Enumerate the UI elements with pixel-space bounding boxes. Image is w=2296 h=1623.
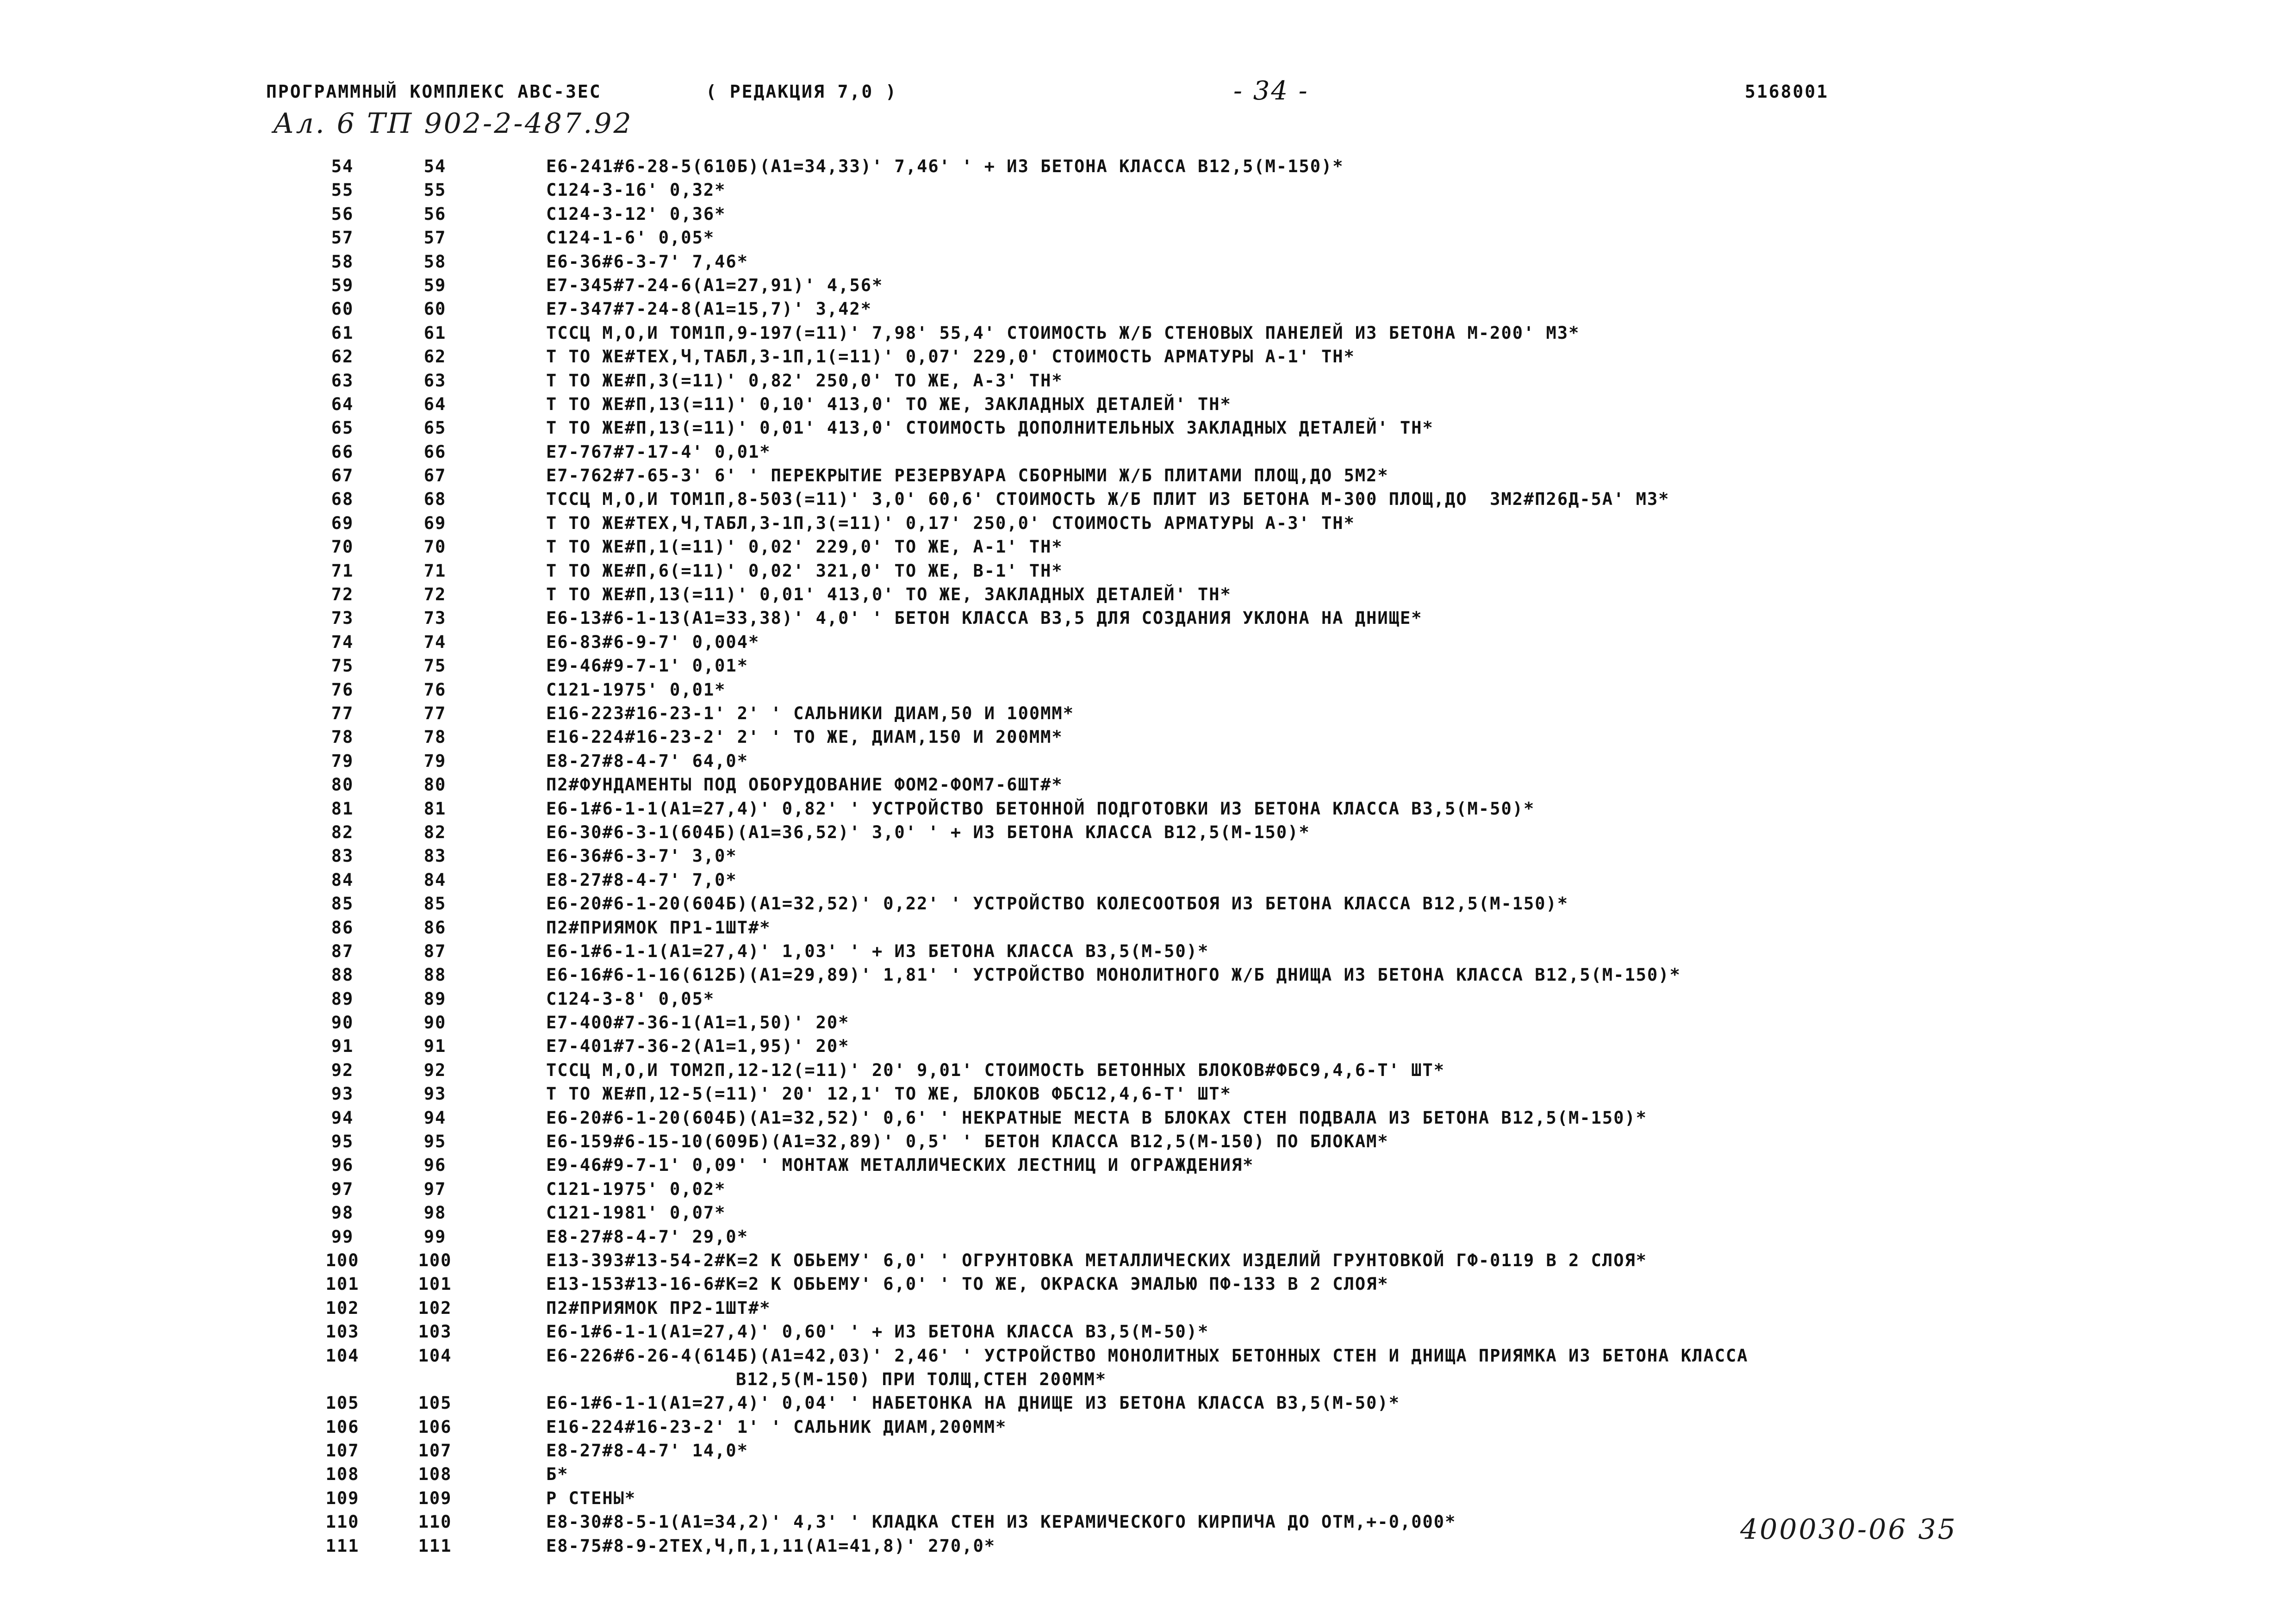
statement-number: 84 [423,870,447,890]
listing-line [0,702,2296,725]
handwritten-reference: Ал. 6 ТП 902-2-487.92 [273,107,633,140]
statement-text: П2#ПРИЯМОК ПР1-1ШТ#* [546,917,771,938]
statement-text: Е6-13#6-1-13(А1=33,38)' 4,0' ' БЕТОН КЛАССА В3,5 ДЛЯ СОЗДАНИЯ УКЛОНА НА ДНИЩЕ* [546,608,1423,628]
statement-text: Е6-226#6-26-4(614Б)(А1=42,03)' 2,46' ' УСТРОЙСТВО МОНОЛИТНЫХ БЕТОННЫХ СТЕН И ДНИЩА ПРИЯМКА ИЗ БЕТОНА КЛАССА [546,1345,1748,1366]
listing-line [0,464,2296,487]
page-number: - 34 - [1233,76,1309,106]
listing-line [0,987,2296,1011]
statement-text: Е6-159#6-15-10(609Б)(А1=32,89)' 0,5' ' БЕТОН КЛАССА В12,5(М-150) ПО БЛОКАМ* [546,1132,1389,1152]
statement-number: 64 [423,394,447,414]
listing-line [0,1034,2296,1058]
statement-text: Е8-27#8-4-7' 14,0* [546,1441,748,1461]
line-number: 111 [325,1536,360,1556]
listing-line [0,821,2296,844]
listing-line [0,369,2296,392]
listing-line [0,392,2296,416]
statement-text: Е7-767#7-17-4' 0,01* [546,442,771,462]
line-number: 88 [331,965,354,985]
statement-text: Е13-153#13-16-6#К=2 К ОБЬЕМУ' 6,0' ' ТО ЖЕ, ОКРАСКА ЭМАЛЬЮ ПФ-133 В 2 СЛОЯ* [546,1274,1389,1294]
listing-line [0,321,2296,345]
statement-text: Р СТЕНЫ* [546,1488,636,1508]
statement-number: 55 [423,180,447,200]
listing-line [0,535,2296,559]
statement-number: 101 [418,1274,452,1294]
listing-line [0,963,2296,987]
line-number: 72 [331,585,354,605]
listing-line [0,226,2296,249]
statement-text: П2#ФУНДАМЕНТЫ ПОД ОБОРУДОВАНИЕ ФОМ2-ФОМ7-6ШТ#* [546,775,1063,795]
statement-text: Е9-46#9-7-1' 0,01* [546,656,748,676]
listing-line [0,1106,2296,1130]
listing-line [0,297,2296,321]
listing-line [0,416,2296,440]
statement-number: 68 [423,489,447,510]
statement-number: 97 [423,1179,447,1199]
line-number: 78 [331,727,354,747]
line-number: 99 [331,1226,354,1247]
listing-line [0,939,2296,963]
statement-text: ТССЦ М,О,И ТОМ1П,8-503(=11)' 3,0' 60,6' СТОИМОСТЬ Ж/Б ПЛИТ ИЗ БЕТОНА М-300 ПЛОЩ,ДО 3М2#П26Д-5А' М3* [546,489,1670,510]
line-number: 102 [325,1298,360,1318]
document-number: 5168001 [1745,81,1829,102]
statement-number: 80 [423,775,447,795]
listing-line [0,1130,2296,1153]
listing-line [0,773,2296,796]
line-number: 97 [331,1179,354,1199]
statement-text: Е8-27#8-4-7' 29,0* [546,1226,748,1247]
statement-number: 99 [423,1226,447,1247]
statement-number: 79 [423,751,447,771]
statement-number: 95 [423,1132,447,1152]
listing-line [0,1486,2296,1510]
listing-line [0,1058,2296,1082]
statement-number: 77 [423,703,447,723]
line-number: 89 [331,989,354,1009]
statement-number: 92 [423,1060,447,1080]
line-number: 67 [331,466,354,486]
listing-line [0,559,2296,583]
statement-text: Е6-83#6-9-7' 0,004* [546,632,760,652]
listing-line [0,1320,2296,1343]
listing-line [0,630,2296,654]
line-number: 76 [331,679,354,700]
line-number: 87 [331,941,354,961]
listing-line [0,868,2296,892]
line-number: 108 [325,1464,360,1485]
listing-line [0,1296,2296,1320]
statement-number: 87 [423,941,447,961]
line-number: 82 [331,822,354,842]
listing-line [0,606,2296,630]
listing-line [0,202,2296,226]
statement-text: С124-3-12' 0,36* [546,204,726,224]
statement-text: С124-3-16' 0,32* [546,180,726,200]
program-listing [0,155,2296,1558]
line-number: 93 [331,1084,354,1104]
line-number: 79 [331,751,354,771]
statement-number: 56 [423,204,447,224]
listing-line [0,749,2296,773]
statement-text: Е16-223#16-23-1' 2' ' САЛЬНИКИ ДИАМ,50 И 100ММ* [546,703,1074,723]
statement-number: 94 [423,1107,447,1128]
line-number: 105 [325,1393,360,1413]
listing-line [0,1201,2296,1225]
statement-number: 76 [423,679,447,700]
statement-text: В12,5(М-150) ПРИ ТОЛЩ,СТЕН 200ММ* [736,1369,1107,1389]
statement-number: 81 [423,798,447,819]
listing-line [0,654,2296,678]
statement-text: Т ТО ЖЕ#П,6(=11)' 0,02' 321,0' ТО ЖЕ, В-1' ТН* [546,560,1063,581]
listing-line [0,1344,2296,1368]
listing-line [0,274,2296,297]
statement-number: 66 [423,442,447,462]
listing-line [0,345,2296,368]
statement-text: Е6-241#6-28-5(610Б)(А1=34,33)' 7,46' ' + ИЗ БЕТОНА КЛАССА В12,5(М-150)* [546,156,1344,176]
statement-text: Е7-345#7-24-6(А1=27,91)' 4,56* [546,275,884,295]
statement-number: 105 [418,1393,452,1413]
statement-number: 107 [418,1441,452,1461]
statement-number: 71 [423,560,447,581]
line-number: 57 [331,228,354,248]
listing-line [0,797,2296,821]
line-number: 56 [331,204,354,224]
statement-number: 74 [423,632,447,652]
statement-text: ТССЦ М,О,И ТОМ2П,12-12(=11)' 20' 9,01' СТОИМОСТЬ БЕТОННЫХ БЛОКОВ#ФБС9,4,6-Т' ШТ* [546,1060,1445,1080]
program-title: ПРОГРАММНЫЙ КОМПЛЕКС АВС-3ЕС [266,81,602,102]
statement-number: 102 [418,1298,452,1318]
statement-text: Е7-762#7-65-3' 6' ' ПЕРЕКРЫТИЕ РЕЗЕРВУАРА СБОРНЫМИ Ж/Б ПЛИТАМИ ПЛОЩ,ДО 5М2* [546,466,1389,486]
listing-line [0,440,2296,464]
line-number: 109 [325,1488,360,1508]
statement-number: 70 [423,537,447,557]
listing-line [0,487,2296,511]
listing-continuation-line [0,1368,2296,1391]
line-number: 80 [331,775,354,795]
line-number: 62 [331,347,354,367]
listing-line [0,1177,2296,1201]
statement-number: 69 [423,513,447,533]
statement-number: 57 [423,228,447,248]
statement-number: 83 [423,846,447,866]
statement-number: 54 [423,156,447,176]
line-number: 94 [331,1107,354,1128]
line-number: 58 [331,251,354,272]
line-number: 81 [331,798,354,819]
statement-text: Е7-401#7-36-2(А1=1,95)' 20* [546,1036,850,1057]
statement-text: Т ТО ЖЕ#П,3(=11)' 0,82' 250,0' ТО ЖЕ, А-3' ТН* [546,370,1063,391]
statement-text: Е6-20#6-1-20(604Б)(А1=32,52)' 0,22' ' УСТРОЙСТВО КОЛЕСООТБОЯ ИЗ БЕТОНА КЛАССА В12,5(М-150)* [546,894,1569,914]
statement-text: Е13-393#13-54-2#К=2 К ОБЬЕМУ' 6,0' ' ОГРУНТОВКА МЕТАЛЛИЧЕСКИХ ИЗДЕЛИЙ ГРУНТОВКОЙ ГФ-0119 В 2 СЛОЯ* [546,1250,1648,1270]
statement-text: П2#ПРИЯМОК ПР2-1ШТ#* [546,1298,771,1318]
statement-text: ТССЦ М,О,И ТОМ1П,9-197(=11)' 7,98' 55,4' СТОИМОСТЬ Ж/Б СТЕНОВЫХ ПАНЕЛЕЙ ИЗ БЕТОНА М-200' М3* [546,323,1580,343]
statement-text: Б* [546,1464,569,1485]
statement-number: 85 [423,894,447,914]
listing-line [0,155,2296,178]
statement-text: Т ТО ЖЕ#П,1(=11)' 0,02' 229,0' ТО ЖЕ, А-1' ТН* [546,537,1063,557]
statement-number: 61 [423,323,447,343]
listing-line [0,1415,2296,1439]
line-number: 90 [331,1013,354,1033]
statement-number: 93 [423,1084,447,1104]
statement-text: Е8-27#8-4-7' 64,0* [546,751,748,771]
line-number: 69 [331,513,354,533]
statement-number: 86 [423,917,447,938]
statement-text: Е6-36#6-3-7' 7,46* [546,251,748,272]
statement-text: Е9-46#9-7-1' 0,09' ' МОНТАЖ МЕТАЛЛИЧЕСКИХ ЛЕСТНИЦ И ОГРАЖДЕНИЯ* [546,1155,1254,1175]
statement-text: Е8-75#8-9-2ТЕХ,Ч,П,1,11(А1=41,8)' 270,0* [546,1536,996,1556]
statement-number: 60 [423,299,447,319]
line-number: 64 [331,394,354,414]
statement-number: 78 [423,727,447,747]
statement-number: 111 [418,1536,452,1556]
listing-line [0,1462,2296,1486]
statement-text: С121-1975' 0,02* [546,1179,726,1199]
line-number: 92 [331,1060,354,1080]
listing-line [0,1249,2296,1272]
statement-text: Е6-20#6-1-20(604Б)(А1=32,52)' 0,6' ' НЕКРАТНЫЕ МЕСТА В БЛОКАХ СТЕН ПОДВАЛА ИЗ БЕТОНА В12,5(М-150)* [546,1107,1648,1128]
statement-text: Е16-224#16-23-2' 1' ' САЛЬНИК ДИАМ,200ММ* [546,1417,1007,1437]
line-number: 110 [325,1512,360,1532]
line-number: 70 [331,537,354,557]
statement-text: Т ТО ЖЕ#ТЕХ,Ч,ТАБЛ,3-1П,1(=11)' 0,07' 229,0' СТОИМОСТЬ АРМАТУРЫ А-1' ТН* [546,347,1355,367]
statement-text: С121-1981' 0,07* [546,1203,726,1223]
line-number: 83 [331,846,354,866]
line-number: 71 [331,560,354,581]
statement-number: 89 [423,989,447,1009]
line-number: 86 [331,917,354,938]
line-number: 68 [331,489,354,510]
statement-text: Е6-1#6-1-1(А1=27,4)' 0,82' ' УСТРОЙСТВО БЕТОННОЙ ПОДГОТОВКИ ИЗ БЕТОНА КЛАССА В3,5(М-50)* [546,798,1535,819]
statement-text: Т ТО ЖЕ#П,13(=11)' 0,10' 413,0' ТО ЖЕ, ЗАКЛАДНЫХ ДЕТАЛЕЙ' ТН* [546,394,1232,414]
statement-text: Т ТО ЖЕ#П,12-5(=11)' 20' 12,1' ТО ЖЕ, БЛОКОВ ФБС12,4,6-Т' ШТ* [546,1084,1232,1104]
line-number: 75 [331,656,354,676]
statement-text: Е8-30#8-5-1(А1=34,2)' 4,3' ' КЛАДКА СТЕН ИЗ КЕРАМИЧЕСКОГО КИРПИЧА ДО ОТМ,+-0,000* [546,1512,1456,1532]
statement-number: 73 [423,608,447,628]
line-number: 96 [331,1155,354,1175]
statement-number: 65 [423,418,447,438]
line-number: 106 [325,1417,360,1437]
statement-number: 88 [423,965,447,985]
statement-number: 106 [418,1417,452,1437]
line-number: 103 [325,1322,360,1342]
listing-line [0,511,2296,535]
statement-number: 104 [418,1345,452,1366]
statement-text: С121-1975' 0,01* [546,679,726,700]
line-number: 95 [331,1132,354,1152]
listing-line [0,1225,2296,1249]
line-number: 84 [331,870,354,890]
listing-line [0,844,2296,868]
statement-number: 91 [423,1036,447,1057]
listing-line [0,725,2296,749]
line-number: 85 [331,894,354,914]
statement-number: 62 [423,347,447,367]
statement-text: Т ТО ЖЕ#П,13(=11)' 0,01' 413,0' СТОИМОСТЬ ДОПОЛНИТЕЛЬНЫХ ЗАКЛАДНЫХ ДЕТАЛЕЙ' ТН* [546,418,1434,438]
statement-text: С124-1-6' 0,05* [546,228,715,248]
statement-text: Е6-16#6-1-16(612Б)(А1=29,89)' 1,81' ' УСТРОЙСТВО МОНОЛИТНОГО Ж/Б ДНИЩА ИЗ БЕТОНА КЛАССА В12,5(М-150)* [546,965,1681,985]
line-number: 107 [325,1441,360,1461]
statement-text: Е6-1#6-1-1(А1=27,4)' 0,60' ' + ИЗ БЕТОНА КЛАССА В3,5(М-50)* [546,1322,1209,1342]
line-number: 91 [331,1036,354,1057]
line-number: 74 [331,632,354,652]
statement-text: Е16-224#16-23-2' 2' ' ТО ЖЕ, ДИАМ,150 И 200ММ* [546,727,1063,747]
statement-number: 98 [423,1203,447,1223]
statement-number: 100 [418,1250,452,1270]
listing-line [0,1439,2296,1462]
statement-number: 59 [423,275,447,295]
statement-number: 67 [423,466,447,486]
handwritten-footer-mark: 400030-06 35 [1740,1513,1958,1546]
line-number: 66 [331,442,354,462]
statement-text: Е6-30#6-3-1(604Б)(А1=36,52)' 3,0' ' + ИЗ БЕТОНА КЛАССА В12,5(М-150)* [546,822,1310,842]
statement-text: Е7-347#7-24-8(А1=15,7)' 3,42* [546,299,872,319]
line-number: 63 [331,370,354,391]
statement-number: 90 [423,1013,447,1033]
statement-number: 110 [418,1512,452,1532]
statement-text: Е6-1#6-1-1(А1=27,4)' 0,04' ' НАБЕТОНКА НА ДНИЩЕ ИЗ БЕТОНА КЛАССА В3,5(М-50)* [546,1393,1400,1413]
listing-line [0,250,2296,274]
line-number: 55 [331,180,354,200]
statement-text: Т ТО ЖЕ#П,13(=11)' 0,01' 413,0' ТО ЖЕ, ЗАКЛАДНЫХ ДЕТАЛЕЙ' ТН* [546,585,1232,605]
line-number: 60 [331,299,354,319]
line-number: 100 [325,1250,360,1270]
listing-line [0,1011,2296,1034]
listing-line [0,1082,2296,1106]
statement-number: 108 [418,1464,452,1485]
listing-line [0,178,2296,202]
page-header [266,76,1886,109]
statement-number: 58 [423,251,447,272]
listing-line [0,583,2296,606]
listing-line [0,1153,2296,1177]
statement-number: 82 [423,822,447,842]
statement-text: Е6-1#6-1-1(А1=27,4)' 1,03' ' + ИЗ БЕТОНА КЛАССА В3,5(М-50)* [546,941,1209,961]
statement-text: С124-3-8' 0,05* [546,989,715,1009]
listing-line [0,1391,2296,1415]
line-number: 54 [331,156,354,176]
statement-number: 63 [423,370,447,391]
line-number: 104 [325,1345,360,1366]
line-number: 65 [331,418,354,438]
statement-text: Т ТО ЖЕ#ТЕХ,Ч,ТАБЛ,3-1П,3(=11)' 0,17' 250,0' СТОИМОСТЬ АРМАТУРЫ А-3' ТН* [546,513,1355,533]
statement-text: Е6-36#6-3-7' 3,0* [546,846,737,866]
statement-number: 109 [418,1488,452,1508]
listing-line [0,1272,2296,1296]
line-number: 73 [331,608,354,628]
line-number: 61 [331,323,354,343]
line-number: 59 [331,275,354,295]
statement-number: 75 [423,656,447,676]
statement-number: 103 [418,1322,452,1342]
line-number: 98 [331,1203,354,1223]
listing-line [0,916,2296,939]
edition-label: ( РЕДАКЦИЯ 7,0 ) [706,81,898,102]
listing-line [0,892,2296,915]
statement-number: 72 [423,585,447,605]
statement-text: Е8-27#8-4-7' 7,0* [546,870,737,890]
listing-line [0,678,2296,702]
statement-number: 96 [423,1155,447,1175]
line-number: 77 [331,703,354,723]
statement-text: Е7-400#7-36-1(А1=1,50)' 20* [546,1013,850,1033]
line-number: 101 [325,1274,360,1294]
